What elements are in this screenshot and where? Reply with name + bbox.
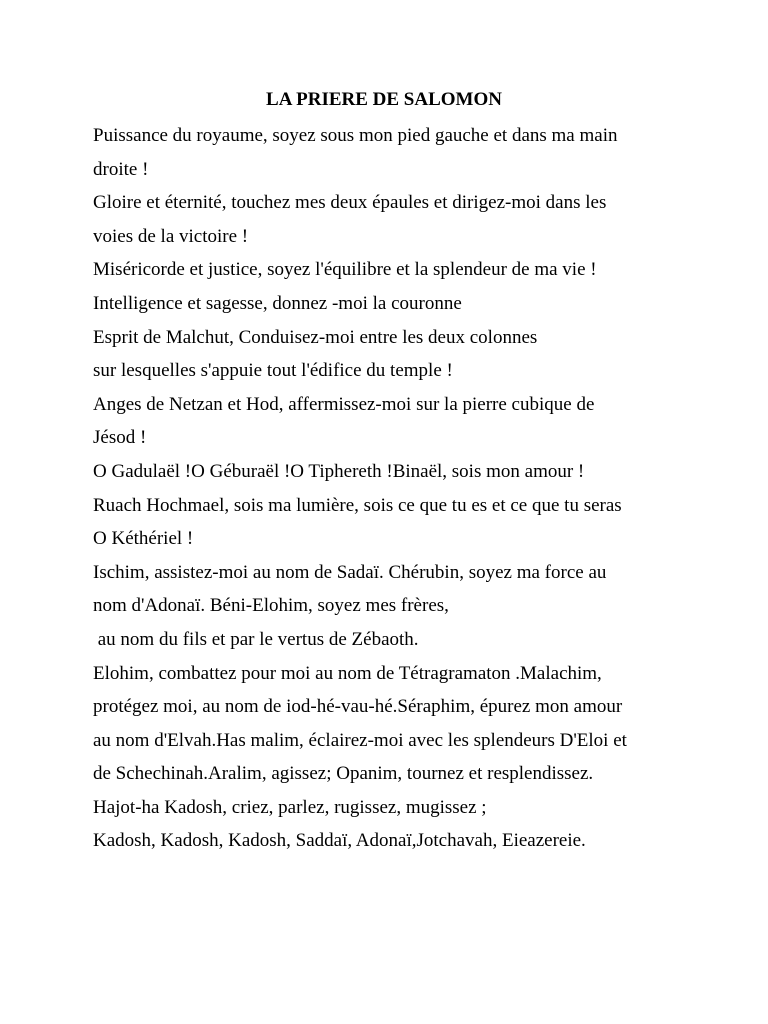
text-line: O Gadulaël !O Géburaël !O Tiphereth !Binaël, sois mon amour !	[93, 460, 585, 482]
text-line: Gloire et éternité, touchez mes deux épaules et dirigez-moi dans les	[93, 192, 607, 214]
text-line: au nom du fils et par le vertus de Zébaoth.	[93, 628, 419, 650]
prayer-text	[93, 119, 733, 858]
text-line: Hajot-ha Kadosh, criez, parlez, rugissez, mugissez ;	[93, 796, 487, 818]
text-line: sur lesquelles s'appuie tout l'édifice du temple !	[93, 360, 453, 382]
text-line: droite !	[93, 158, 149, 180]
text-line: Jésod !	[93, 427, 147, 449]
text-line: Anges de Netzan et Hod, affermissez-moi sur la pierre cubique de	[93, 393, 595, 415]
text-line: Miséricorde et justice, soyez l'équilibre et la splendeur de ma vie !	[93, 259, 597, 281]
text-line: Ruach Hochmael, sois ma lumière, sois ce que tu es et ce que tu seras	[93, 494, 622, 516]
text-line: de Schechinah.Aralim, agissez; Opanim, tournez et resplendissez.	[93, 763, 594, 785]
page-title: LA PRIERE DE SALOMON	[266, 89, 502, 110]
text-line: nom d'Adonaï. Béni-Elohim, soyez mes frères,	[93, 595, 449, 617]
text-line: Kadosh, Kadosh, Kadosh, Saddaï, Adonaï,Jotchavah, Eieazereie.	[93, 830, 586, 852]
text-line: O Kéthériel !	[93, 528, 194, 550]
text-line: Elohim, combattez pour moi au nom de Tétragramaton .Malachim,	[93, 662, 602, 684]
text-line: Ischim, assistez-moi au nom de Sadaï. Chérubin, soyez ma force au	[93, 561, 607, 583]
text-line: Intelligence et sagesse, donnez -moi la couronne	[93, 292, 462, 314]
text-line: Esprit de Malchut, Conduisez-moi entre les deux colonnes	[93, 326, 538, 348]
text-line: au nom d'Elvah.Has malim, éclairez-moi avec les splendeurs D'Eloi et	[93, 729, 627, 751]
text-line: protégez moi, au nom de iod-hé-vau-hé.Séraphim, épurez mon amour	[93, 696, 623, 718]
text-line: voies de la victoire !	[93, 225, 249, 247]
text-line: Puissance du royaume, soyez sous mon pied gauche et dans ma main	[93, 125, 618, 146]
